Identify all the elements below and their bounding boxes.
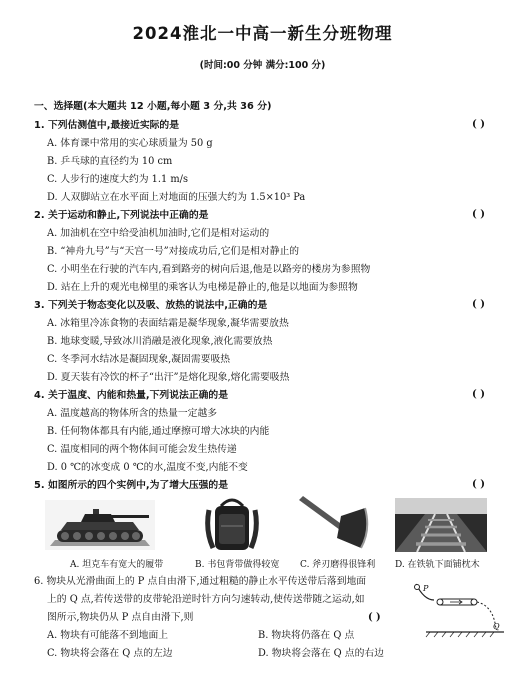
- question-1-option-c: C. 人步行的速度大约为 1.1 m/s: [47, 174, 188, 185]
- question-4-option-b: B. 任何物体都具有内能,通过摩擦可增大冰块的内能: [47, 426, 270, 437]
- tank-image: [45, 500, 155, 550]
- question-2-option-c: C. 小明坐在行驶的汽车内,看到路旁的树向后退,他是以路旁的楼房为参照物: [47, 264, 371, 275]
- exam-info: (时间:00 分钟 满分:100 分): [199, 60, 326, 71]
- question-4-option-d: D. 0 ℃的冰变成 0 ℃的水,温度不变,内能不变: [47, 462, 248, 473]
- question-3-option-d: D. 夏天装有冷饮的杯子“出汗”是熔化现象,熔化需要吸热: [47, 372, 290, 383]
- answer-paren-1: ( ): [472, 119, 485, 130]
- caption-a: A. 坦克车有宽大的履带: [70, 560, 164, 570]
- answer-paren-4: ( ): [472, 389, 485, 400]
- question-4-option-a: A. 温度越高的物体所含的热量一定越多: [47, 408, 218, 419]
- question-2-option-d: D. 站在上升的观光电梯里的乘客认为电梯是静止的,他是以地面为参照物: [47, 282, 358, 293]
- figure-label-q: Q: [493, 622, 500, 631]
- question-1-option-a: A. 体育课中常用的实心球质量为 50 g: [47, 138, 213, 149]
- question-6-option-a: A. 物块有可能落不到地面上: [47, 630, 169, 641]
- question-5-stem: 5. 如图所示的四个实例中,为了增大压强的是: [34, 480, 229, 491]
- backpack-image: [203, 496, 261, 552]
- caption-d: D. 在铁轨下面铺枕木: [395, 560, 480, 570]
- question-6-option-b: B. 物块将仍落在 Q 点: [258, 630, 355, 641]
- caption-b: B. 书包背带做得较宽: [195, 560, 280, 570]
- question-6-stem-line-1: 6. 物块从光滑曲面上的 P 点自由滑下,通过粗糙的静止水平传送带后落到地面: [34, 576, 367, 587]
- question-1-stem: 1. 下列估测值中,最接近实际的是: [34, 120, 180, 131]
- question-6-option-c: C. 物块将会落在 Q 点的左边: [47, 648, 173, 659]
- answer-paren-3: ( ): [472, 299, 485, 310]
- section-heading: 一、选择题(本大题共 12 小题,每小题 3 分,共 36 分): [34, 101, 272, 112]
- question-4-stem: 4. 关于温度、内能和热量,下列说法正确的是: [34, 390, 229, 401]
- answer-paren-6: ( ): [368, 612, 381, 623]
- question-3-option-a: A. 冰箱里冷冻食物的表面结霜是凝华现象,凝华需要放热: [47, 318, 289, 329]
- question-6-stem-line-3: 图所示,物块仍从 P 点自由滑下,则: [47, 612, 194, 623]
- question-6-option-d: D. 物块将会落在 Q 点的右边: [258, 648, 384, 659]
- question-2-option-b: B. “神舟九号”与“天宫一号”对接成功后,它们是相对静止的: [47, 246, 300, 257]
- railway-image: [395, 498, 487, 552]
- answer-paren-5: ( ): [472, 479, 485, 490]
- question-2-option-a: A. 加油机在空中给受油机加油时,它们是相对运动的: [47, 228, 270, 239]
- page-title: 2024淮北一中高一新生分班物理: [132, 24, 393, 43]
- question-1-option-b: B. 乒乓球的直径约为 10 cm: [47, 156, 173, 167]
- question-2-stem: 2. 关于运动和静止,下列说法中正确的是: [34, 210, 209, 221]
- question-3-option-b: B. 地球变暖,导致冰川消融是液化现象,液化需要放热: [47, 336, 273, 347]
- question-6-stem-line-2: 上的 Q 点,若传送带的皮带轮沿逆时针方向匀速转动,使传送带随之运动,如: [47, 594, 365, 605]
- figure-label-p: P: [423, 584, 429, 593]
- question-4-option-c: C. 温度相同的两个物体间可能会发生热传递: [47, 444, 237, 455]
- axe-image: [295, 494, 373, 552]
- question-1-option-d: D. 人双脚站立在水平面上对地面的压强大约为 1.5×10³ Pa: [47, 192, 306, 203]
- question-3-option-c: C. 冬季河水结冰是凝固现象,凝固需要吸热: [47, 354, 231, 365]
- caption-c: C. 斧刃磨得很锋利: [300, 560, 376, 570]
- question-3-stem: 3. 下列关于物态变化以及吸、放热的说法中,正确的是: [34, 300, 268, 311]
- answer-paren-2: ( ): [472, 209, 485, 220]
